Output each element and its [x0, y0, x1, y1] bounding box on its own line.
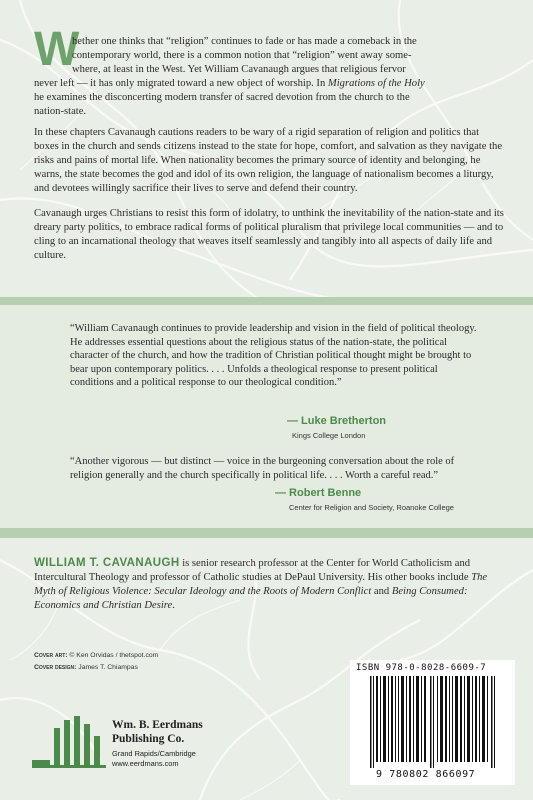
endorsement-name: — Luke Bretherton	[287, 415, 387, 427]
book-title-italic: Migrations of the Holy	[327, 78, 425, 89]
endorsement-affiliation: Center for Religion and Society, Roanoke College	[289, 503, 454, 512]
author-bio: WILLIAM T. CAVANAUGH is senior research professor at the Center for World Catholicism and Intercultural Theology and professor of Catholic studies at DePaul University. His other books include The Myth of Religious Violence: Secular Ideology and the Roots of Modern Conflict and Being Consumed: Economics and Christian Desire.	[34, 557, 488, 611]
description-p1-line: where, at least in the West. Yet William Cavanaugh argues that religious fervor	[72, 64, 406, 75]
publisher-name-line2: Publishing Co.	[112, 733, 185, 745]
endorsement-quote: “William Cavanaugh continues to provide leadership and vision in the field of political theology. He addresses essential questions about the religious status of the nation-state, the political character of the church, and how the tradition of Christian political thought might be brought to bear upon contemporary politics. . . . Unfolds a theological response to present political conditions and a political response to our theological condition.”	[70, 323, 477, 389]
endorsement-quote: “Another vigorous — but distinct — voice in the burgeoning conversation about the role of religion generally and the church specifically in political life. . . . Worth a careful read.”	[70, 456, 455, 481]
endorsement-affiliation: Kings College London	[292, 431, 366, 440]
description-paragraph-3: Cavanaugh urges Christians to resist this form of idolatry, to unthink the inevitability of the nation-state and its dreary party politics, to embrace radical forms of political pluralism that privilege local communities — and to cling to an incarnational theology that weaves itself seamlessly and tangibly into all aspects of daily life and culture.	[34, 208, 504, 261]
description-p1-line: never left — it has only migrated toward a new object of worship. In Migrations of the Holy	[34, 78, 425, 89]
description-section	[0, 0, 533, 297]
book-title-italic: The Myth of Religious Violence: Secular Ideology and the Roots of Modern Conflict	[34, 572, 488, 597]
book-title-italic: Being Consumed: Economics and Christian Desire	[34, 586, 468, 611]
isbn-label: ISBN 978-0-8028-6609-7	[356, 663, 487, 673]
cover-design-credit: Cover design: James T. Chiampas	[34, 664, 138, 671]
publisher-name: Wm. B. Eerdmans	[112, 719, 203, 731]
description-p1-line: contemporary world, there is a common notion that “religion” went away some-	[72, 50, 412, 61]
description-p1-line: he examines the disconcerting modern transfer of sacred devotion from the church to the	[34, 92, 410, 103]
description-p1-line: nation-state.	[34, 106, 87, 117]
description-p1-line: hether one thinks that “religion” continues to fade or has made a comeback in the	[72, 36, 417, 47]
endorsement-band-top	[0, 297, 533, 305]
description-paragraph-2: In these chapters Cavanaugh cautions readers to be wary of a rigid separation of religion and politics that boxes in the church and sends citizens instead to the state for hope, comfort, and salvation as they navigate the risks and pains of mortal life. When nationality becomes the primary source of identity and belonging, he warns, the state becomes the god and idol of its own religion, the language of nationalism becomes a liturgy, and devotees willingly sacrifice their lives to serve and defend their country.	[34, 127, 503, 194]
publisher-location: Grand Rapids/Cambridge	[112, 749, 196, 758]
author-name: WILLIAM T. CAVANAUGH	[34, 557, 180, 569]
barcode-icon	[370, 676, 500, 768]
drop-cap-letter: W	[34, 23, 80, 76]
cover-art-credit: Cover art: © Ken Orvidas / thetspot.com	[34, 652, 159, 659]
endorsement-name: — Robert Benne	[275, 487, 362, 499]
endorsement-band-bottom	[0, 528, 533, 538]
eerdmans-logo-icon	[32, 712, 106, 770]
publisher-website: www.eerdmans.com	[112, 759, 179, 768]
barcode-number: 9 780802 866097	[376, 769, 476, 780]
